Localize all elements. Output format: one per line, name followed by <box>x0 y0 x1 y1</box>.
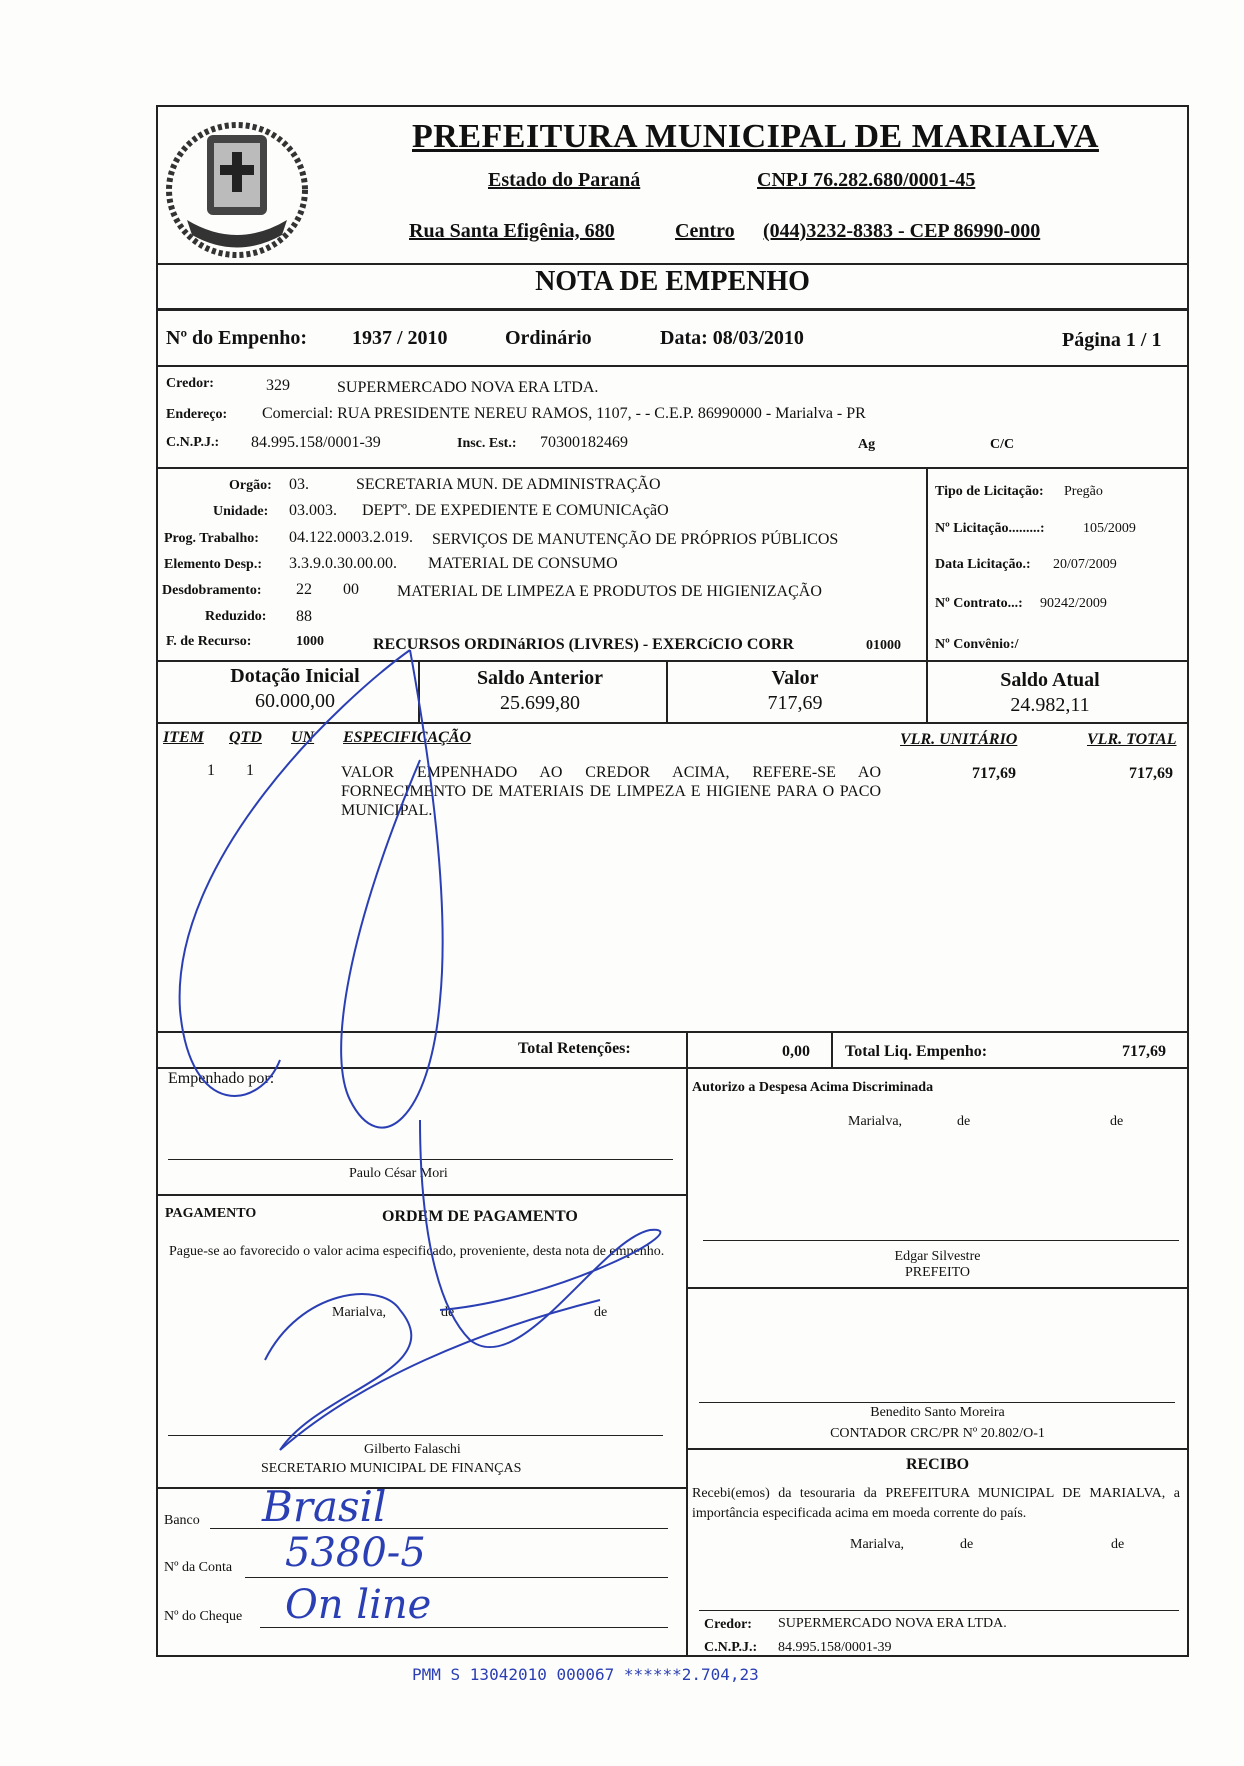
recibo-credor-label: Credor: <box>704 1617 752 1632</box>
recurso-label: F. de Recurso: <box>166 634 252 649</box>
item-spec: VALOR EMPENHADO AO CREDOR ACIMA, REFERE-SE AO FORNECIMENTO DE MATERIAIS DE LIMPEZA E HIGIENE PARA O PACO MUNICIPAL. <box>341 764 881 819</box>
recibo-label: RECIBO <box>905 1456 970 1473</box>
credor-code: 329 <box>266 377 290 394</box>
orgao-value: SECRETARIA MUN. DE ADMINISTRAÇÃO <box>356 476 661 493</box>
recurso-code: 1000 <box>296 634 324 649</box>
empenho-number: 1937 / 2010 <box>352 327 448 349</box>
cc-label: C/C <box>990 437 1015 452</box>
secretario-name: Gilberto Falaschi <box>364 1442 461 1457</box>
contrato-value: 90242/2009 <box>1040 596 1107 611</box>
recibo-de2: de <box>1111 1537 1125 1552</box>
dotacao-inicial-label: Dotação Inicial <box>230 665 360 687</box>
autorizo-label: Autorizo a Despesa Acima Discriminada <box>692 1080 934 1095</box>
item-qtd: 1 <box>246 762 254 779</box>
recibo-cnpj-label: C.N.P.J.: <box>704 1640 758 1655</box>
left-de1: de <box>441 1305 455 1320</box>
recibo-marialva: Marialva, <box>850 1537 905 1552</box>
prefeito-title: PREFEITO <box>904 1265 971 1280</box>
recibo-credor-name: SUPERMERCADO NOVA ERA LTDA. <box>778 1616 1007 1631</box>
reduzido-label: Reduzido: <box>205 609 267 624</box>
col-qtd: QTD <box>229 729 262 746</box>
total-liq-label: Total Liq. Empenho: <box>845 1043 988 1060</box>
empenhado-name: Paulo César Mori <box>349 1166 448 1181</box>
ag-label: Ag <box>858 437 876 452</box>
left-marialva: Marialva, <box>332 1305 387 1320</box>
right-marialva: Marialva, <box>848 1114 903 1129</box>
cheque-label: Nº do Cheque <box>164 1609 243 1624</box>
right-de2: de <box>1110 1114 1124 1129</box>
right-de1: de <box>957 1114 971 1129</box>
page-number: Página 1 / 1 <box>1062 329 1162 351</box>
desdobramento-code2: 00 <box>343 581 359 598</box>
elemento-value: MATERIAL DE CONSUMO <box>428 555 618 572</box>
unidade-value: DEPTº. DE EXPEDIENTE E COMUNICAçãO <box>362 502 669 519</box>
secretario-title: SECRETARIO MUNICIPAL DE FINANÇAS <box>261 1461 522 1476</box>
valor-label: Valor <box>771 667 819 689</box>
item-total-value: 717,69 <box>1129 765 1173 782</box>
unidade-code: 03.003. <box>289 502 337 519</box>
col-item: ITEM <box>163 729 204 746</box>
desdobramento-label: Desdobramento: <box>162 583 262 598</box>
payment-stamp: PMM S 13042010 000067 ******2.704,23 <box>412 1665 759 1684</box>
item-number: 1 <box>207 762 215 779</box>
num-licitacao-value: 105/2009 <box>1083 521 1136 536</box>
pague-text: Pague-se ao favorecido o valor acima especificado, proveniente, desta nota de empenho. <box>169 1244 665 1259</box>
dotacao-inicial-value: 60.000,00 <box>255 690 335 712</box>
col-vlr-total: VLR. TOTAL <box>1087 731 1177 748</box>
tipo-licitacao-value: Pregão <box>1064 484 1103 499</box>
col-especificacao: ESPECIFICAÇÃO <box>343 729 472 746</box>
address-label: Rua Santa Efigênia, 680 <box>409 220 615 242</box>
recurso-value: RECURSOS ORDINáRIOS (LIVRES) - EXERCíCIO CORR <box>373 636 794 653</box>
insc-label: Insc. Est.: <box>457 436 517 451</box>
cnpj-credor-label: C.N.P.J.: <box>166 435 220 450</box>
state-label: Estado do Paraná <box>488 169 641 191</box>
endereco-value: Comercial: RUA PRESIDENTE NEREU RAMOS, 1107, - - C.E.P. 86990000 - Marialva - PR <box>262 405 866 422</box>
orgao-label: Orgão: <box>229 478 272 493</box>
total-liq-value: 717,69 <box>1122 1043 1166 1060</box>
orgao-code: 03. <box>289 476 309 493</box>
desdobramento-code1: 22 <box>296 581 312 598</box>
elemento-code: 3.3.9.0.30.00.00. <box>289 555 397 572</box>
saldo-anterior-value: 25.699,80 <box>500 692 580 714</box>
banco-label: Banco <box>164 1513 200 1528</box>
credor-name: SUPERMERCADO NOVA ERA LTDA. <box>337 379 599 396</box>
valor-value: 717,69 <box>767 692 823 714</box>
ordem-pagamento-label: ORDEM DE PAGAMENTO <box>382 1208 578 1225</box>
insc-value: 70300182469 <box>540 434 628 451</box>
left-de2: de <box>594 1305 608 1320</box>
phone-cep-label: (044)3232-8383 - CEP 86990-000 <box>763 220 1041 242</box>
desdobramento-value: MATERIAL DE LIMPEZA E PRODUTOS DE HIGIENIZAÇÃO <box>397 583 822 600</box>
empenho-date: Data: 08/03/2010 <box>660 327 804 349</box>
banco-value: Brasil <box>262 1482 387 1531</box>
empenhado-label: Empenhado por: <box>168 1070 275 1087</box>
convenio-label: Nº Convênio:/ <box>935 637 1019 652</box>
cheque-value: On line <box>285 1582 432 1628</box>
tipo-licitacao-label: Tipo de Licitação: <box>935 484 1044 499</box>
saldo-anterior-label: Saldo Anterior <box>476 667 604 689</box>
document-title: NOTA DE EMPENHO <box>535 266 810 297</box>
elemento-label: Elemento Desp.: <box>164 557 262 572</box>
recurso-code2: 01000 <box>866 638 901 653</box>
pagamento-label: PAGAMENTO <box>165 1206 257 1221</box>
data-licitacao-value: 20/07/2009 <box>1053 557 1117 572</box>
num-licitacao-label: Nº Licitação.........: <box>935 521 1045 536</box>
cnpj-credor-value: 84.995.158/0001-39 <box>251 434 381 451</box>
item-unit-value: 717,69 <box>972 765 1016 782</box>
conta-label: Nº da Conta <box>164 1560 233 1575</box>
cnpj-label: CNPJ 76.282.680/0001-45 <box>757 169 976 191</box>
saldo-atual-value: 24.982,11 <box>1010 694 1090 716</box>
total-retencoes-value: 0,00 <box>782 1043 810 1060</box>
recibo-cnpj-value: 84.995.158/0001-39 <box>778 1640 892 1655</box>
credor-label: Credor: <box>166 376 214 391</box>
contador-name: Benedito Santo Moreira <box>870 1405 1005 1420</box>
total-retencoes-label: Total Retenções: <box>518 1040 631 1057</box>
contador-title: CONTADOR CRC/PR Nº 20.802/O-1 <box>830 1426 1045 1441</box>
saldo-atual-label: Saldo Atual <box>1000 669 1100 691</box>
empenho-number-label: Nº do Empenho: <box>166 327 308 349</box>
prog-code: 04.122.0003.2.019. <box>289 529 413 546</box>
empenho-type: Ordinário <box>505 327 592 349</box>
conta-value: 5380-5 <box>285 1530 426 1576</box>
prog-label: Prog. Trabalho: <box>164 531 259 546</box>
org-title: PREFEITURA MUNICIPAL DE MARIALVA <box>412 118 1099 155</box>
data-licitacao-label: Data Licitação.: <box>935 557 1031 572</box>
recibo-de1: de <box>960 1537 974 1552</box>
col-vlr-unitario: VLR. UNITÁRIO <box>900 731 1018 748</box>
col-un: UN <box>291 729 315 746</box>
unidade-label: Unidade: <box>213 504 269 519</box>
prefeito-name: Edgar Silvestre <box>894 1249 981 1264</box>
reduzido-value: 88 <box>296 608 312 625</box>
prog-value: SERVIÇOS DE MANUTENÇÃO DE PRÓPRIOS PÚBLICOS <box>432 531 839 548</box>
endereco-label: Endereço: <box>166 407 228 422</box>
recibo-text: Recebi(emos) da tesouraria da PREFEITURA MUNICIPAL DE MARIALVA, a importância especificada acima em moeda corrente do país. <box>692 1486 1180 1521</box>
district-label: Centro <box>675 220 735 242</box>
contrato-label: Nº Contrato...: <box>935 596 1023 611</box>
